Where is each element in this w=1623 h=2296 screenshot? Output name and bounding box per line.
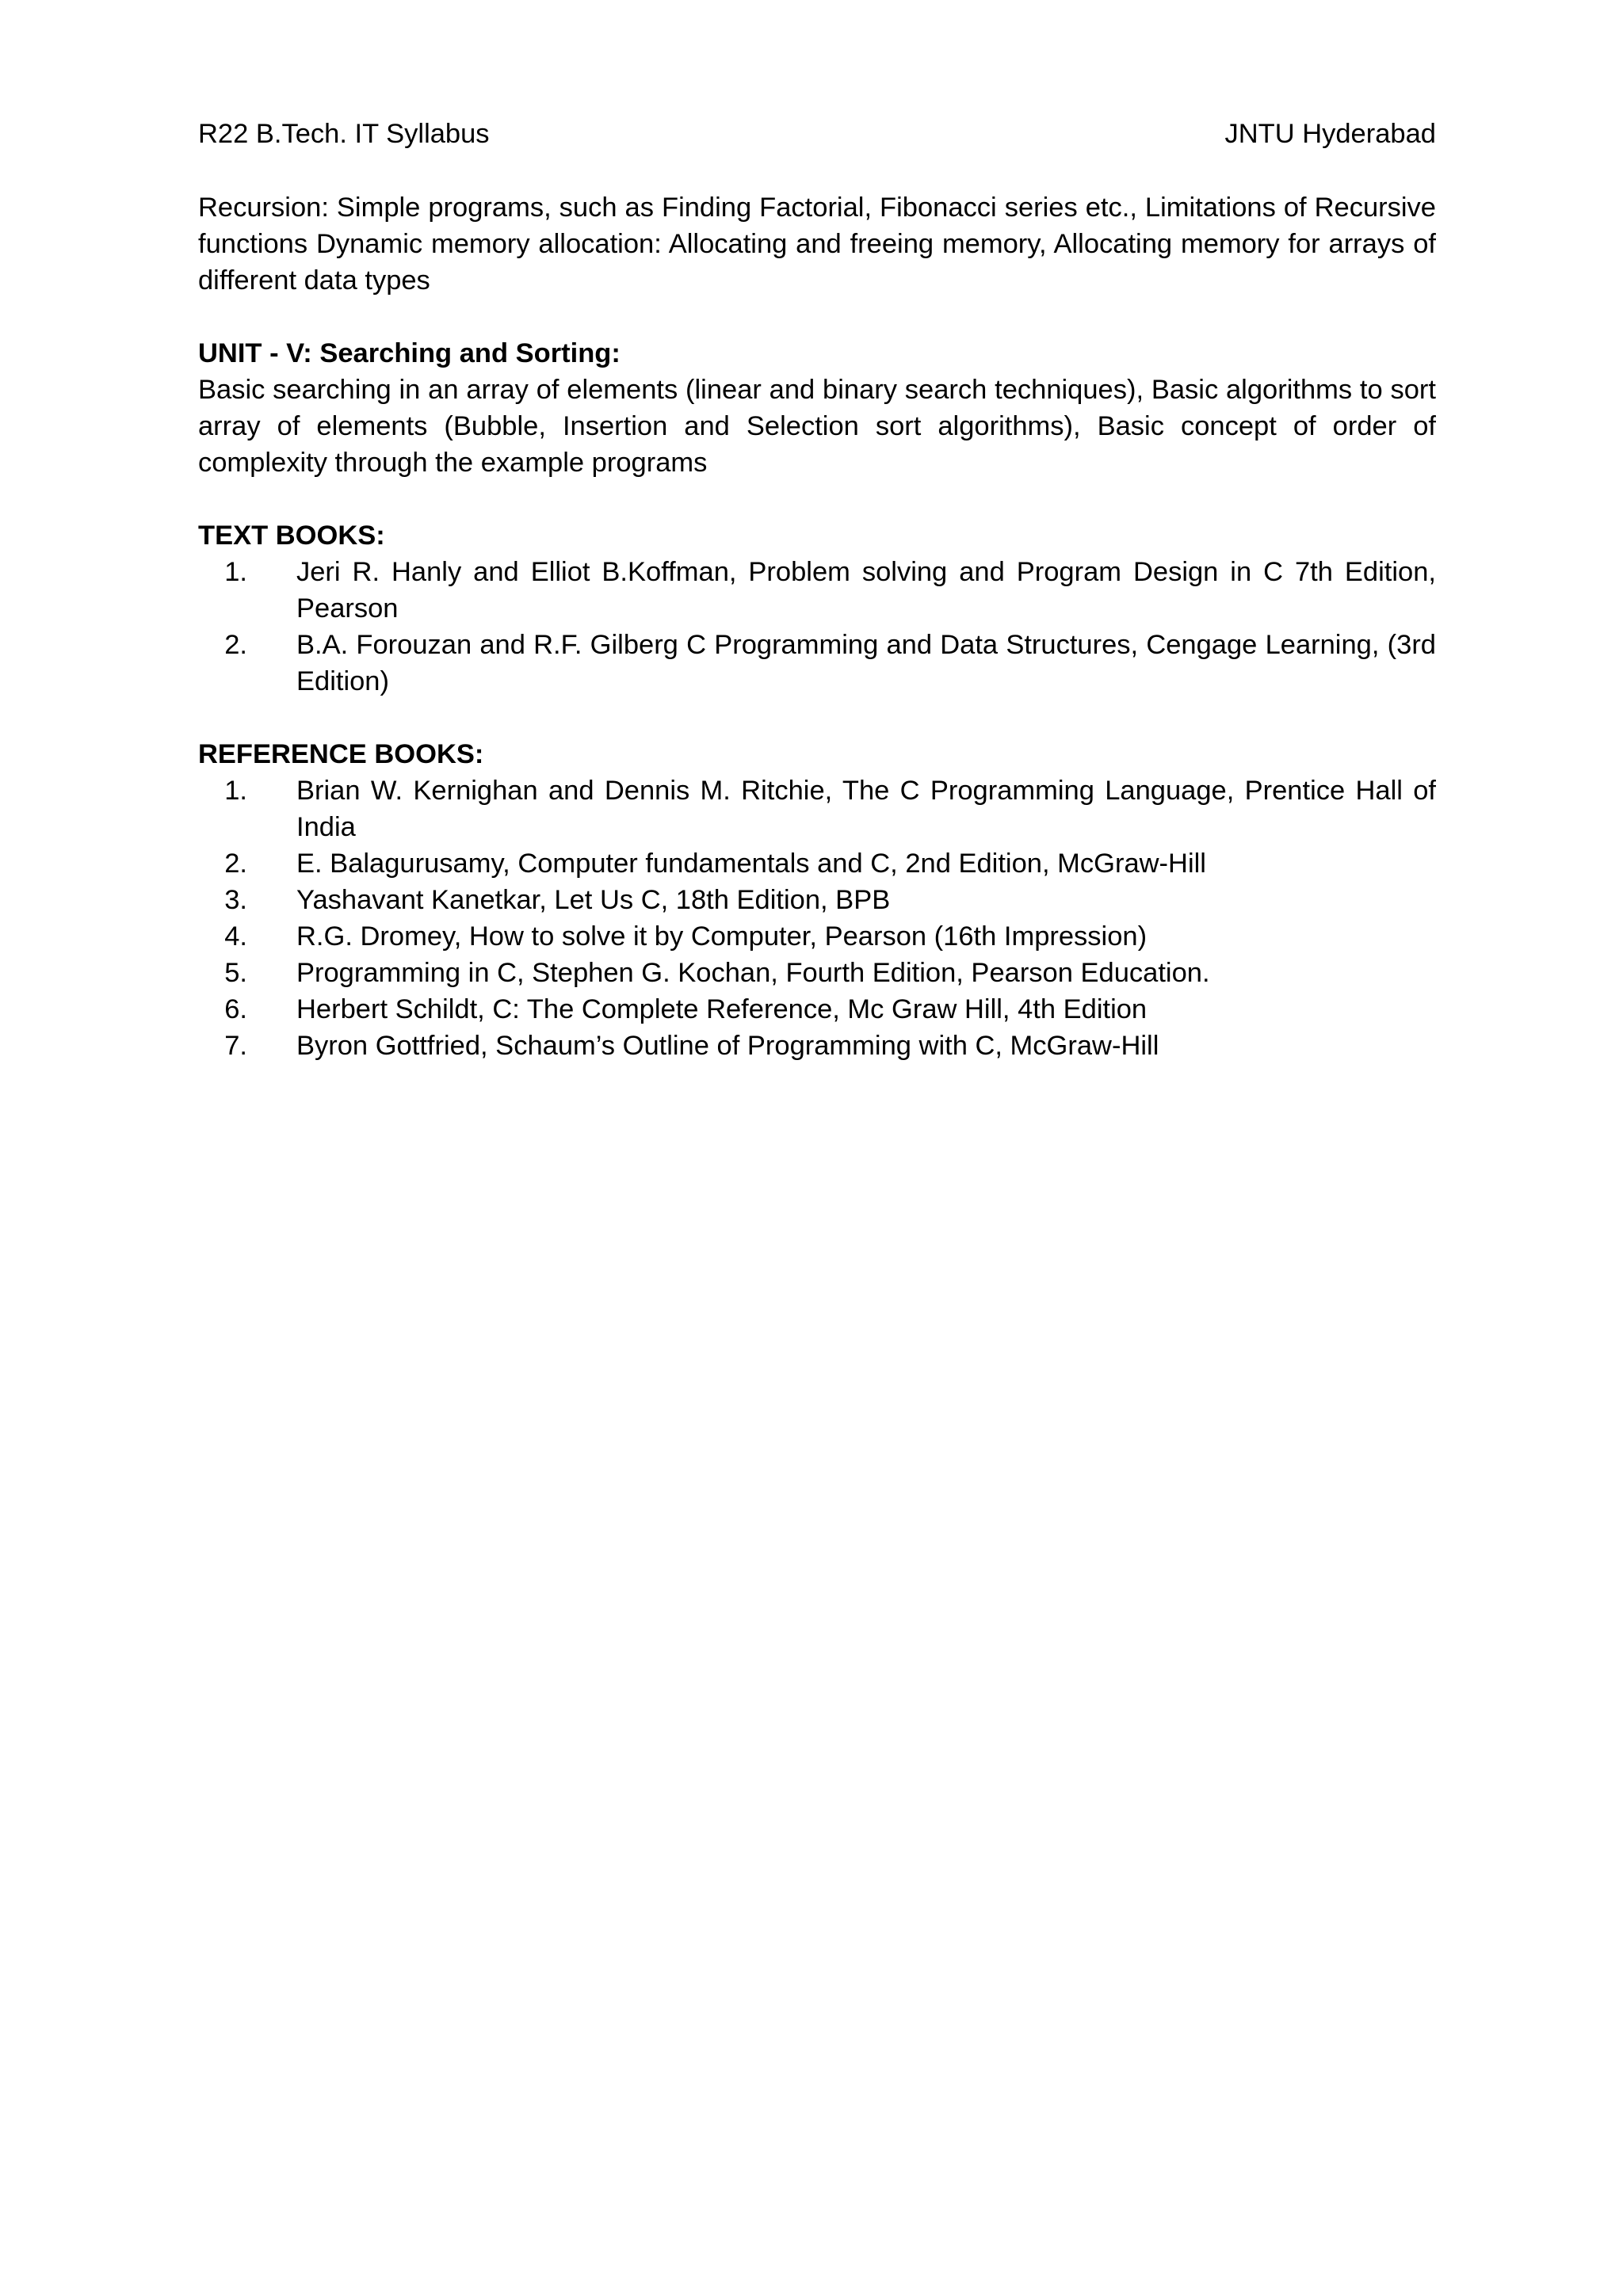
list-item-text: B.A. Forouzan and R.F. Gilberg C Programming and Data Structures, Cengage Learning, (3rd Edition) — [296, 630, 1436, 696]
list-item-text: Programming in C, Stephen G. Kochan, Fourth Edition, Pearson Education. — [296, 958, 1210, 988]
list-item — [198, 772, 1436, 845]
section-spacer — [198, 299, 1436, 335]
recursion-paragraph: Recursion: Simple programs, such as Finding Factorial, Fibonacci series etc., Limitations of Recursive functions Dynamic memory allocation: Allocating and freeing memory, Allocating memory for arrays of different data types — [198, 193, 1436, 296]
list-item-number: 4. — [224, 921, 247, 952]
list-item-text: Brian W. Kernighan and Dennis M. Ritchie, The C Programming Language, Prentice Hall of India — [296, 776, 1436, 842]
list-item-text: E. Balagurusamy, Computer fundamentals and C, 2nd Edition, McGraw-Hill — [296, 849, 1206, 879]
list-item — [198, 627, 1436, 700]
reference-books-heading: REFERENCE BOOKS: — [198, 739, 484, 769]
list-item — [198, 882, 1436, 918]
section-spacer — [198, 700, 1436, 736]
document-page — [198, 116, 1436, 1064]
header-right: JNTU Hyderabad — [1224, 119, 1436, 149]
list-item-number: 2. — [224, 630, 247, 660]
text-books-heading: TEXT BOOKS: — [198, 521, 385, 551]
list-item-text: Yashavant Kanetkar, Let Us C, 18th Edition, BPB — [296, 885, 891, 915]
list-item — [198, 845, 1436, 882]
list-item — [198, 955, 1436, 991]
list-item — [198, 991, 1436, 1028]
list-item-text: Herbert Schildt, C: The Complete Reference, Mc Graw Hill, 4th Edition — [296, 994, 1148, 1024]
list-item-text: R.G. Dromey, How to solve it by Computer, Pearson (16th Impression) — [296, 921, 1148, 952]
list-item — [198, 1028, 1436, 1064]
list-item-number: 7. — [224, 1031, 247, 1061]
list-item — [198, 554, 1436, 627]
text-books-list — [198, 554, 1436, 700]
section-spacer — [198, 481, 1436, 517]
unit5-text: Basic searching in an array of elements (linear and binary search techniques), Basic algorithms to sort array of elements (Bubble, Insertion and Selection sort algorithms), Basic concept of order of complexity through the example programs — [198, 375, 1436, 478]
reference-books-list — [198, 772, 1436, 1064]
list-item-number: 6. — [224, 994, 247, 1024]
list-item-number: 1. — [224, 776, 247, 806]
list-item-number: 2. — [224, 849, 247, 879]
unit5-heading: UNIT - V: Searching and Sorting: — [198, 338, 621, 368]
list-item-number: 3. — [224, 885, 247, 915]
page-header — [198, 116, 1436, 152]
list-item-number: 1. — [224, 557, 247, 587]
list-item-text: Byron Gottfried, Schaum’s Outline of Programming with C, McGraw-Hill — [296, 1031, 1159, 1061]
header-left: R22 B.Tech. IT Syllabus — [198, 119, 490, 149]
list-item-number: 5. — [224, 958, 247, 988]
list-item — [198, 918, 1436, 955]
list-item-text: Jeri R. Hanly and Elliot B.Koffman, Problem solving and Program Design in C 7th Edition, Pearson — [296, 557, 1436, 624]
